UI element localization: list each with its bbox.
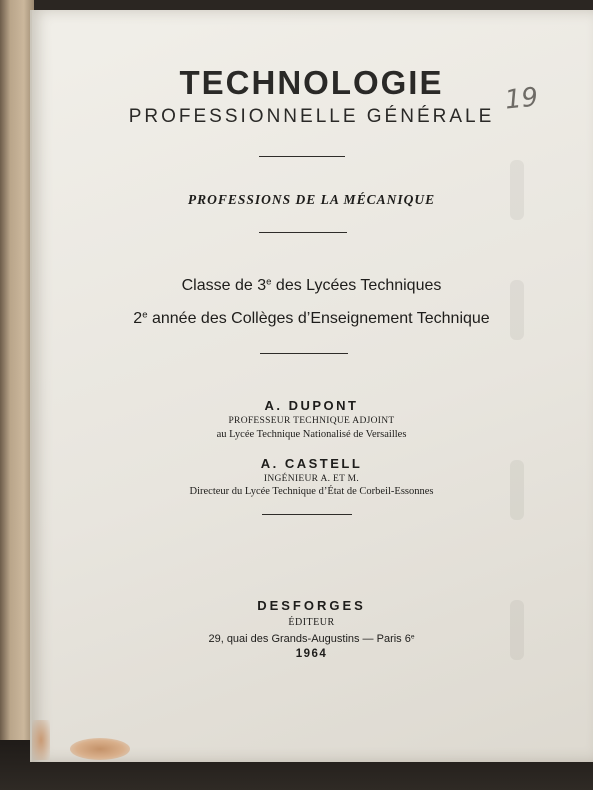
publication-year: 1964 xyxy=(295,648,328,660)
show-through-mark xyxy=(510,160,524,220)
page-stain-left xyxy=(32,720,50,760)
handwritten-mark: 19 xyxy=(503,82,540,116)
publisher-role: ÉDITEUR xyxy=(288,617,335,628)
divider xyxy=(262,514,352,515)
publisher-name: DESFORGES xyxy=(257,598,366,613)
divider xyxy=(259,156,345,157)
book-subtitle: PROFESSIONNELLE GÉNÉRALE xyxy=(128,106,495,127)
author-role: PROFESSEUR TECHNIQUE ADJOINT xyxy=(228,416,395,426)
book-title: TECHNOLOGIE xyxy=(179,64,444,101)
divider xyxy=(259,232,347,233)
author-name: A. CASTELL xyxy=(260,456,363,471)
author-institution: Directeur du Lycée Technique d’État de Corbeil-Essonnes xyxy=(189,486,434,497)
class-line-2: 2e année des Collèges d’Enseignement Technique xyxy=(133,309,490,327)
class-line-1: Classe de 3e des Lycées Techniques xyxy=(181,276,442,294)
section-heading: PROFESSIONS DE LA MÉCANIQUE xyxy=(187,192,436,207)
publisher-address: 29, quai des Grands-Augustins — Paris 6e xyxy=(208,633,415,645)
page-stain xyxy=(70,738,130,760)
book-spine-edge xyxy=(0,0,34,790)
author-name: A. DUPONT xyxy=(264,398,359,413)
author-institution: au Lycée Technique Nationalisé de Versailles xyxy=(216,429,407,440)
divider xyxy=(260,353,348,354)
author-role: INGÉNIEUR A. ET M. xyxy=(263,474,360,484)
